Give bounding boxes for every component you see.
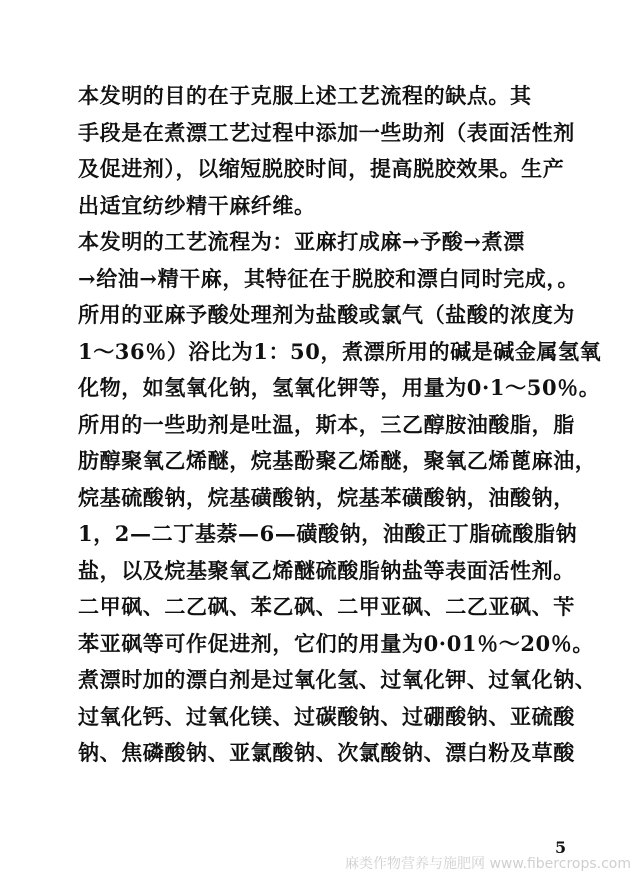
- text-line: 钠、焦磷酸钠、亚氯酸钠、次氯酸钠、漂白粉及草酸: [78, 740, 575, 765]
- text-line: 及促进剂），以缩短脱胶时间，提高脱胶效果。生产: [78, 156, 565, 181]
- text-line: 所用的亚麻予酸处理剂为盐酸或氯气（盐酸的浓度为: [78, 302, 575, 327]
- site-watermark: 麻类作物营养与施肥网 www.fibercrops.com: [345, 856, 631, 872]
- text-line: 化物，如氢氧化钠，氢氧化钾等，用量为0·1～50％。: [78, 375, 601, 400]
- text-line: 出适宜纺纱精干麻纤维。: [78, 192, 316, 218]
- text-line: 盐，以及烷基聚氧乙烯醚硫酸脂钠盐等表面活性剂。: [78, 557, 575, 583]
- text-line: 煮漂时加的漂白剂是过氧化氢、过氧化钾、过氧化钠、: [78, 667, 597, 692]
- body-text: [78, 78, 614, 772]
- text-line: 所用的一些助剂是吐温，斯本，三乙醇胺油酸脂，脂: [78, 411, 575, 437]
- text-line: 苯亚砜等可作促进剂，它们的用量为0·01％～20％。: [78, 630, 594, 656]
- text-line: 本发明的工艺流程为：亚麻打成麻→予酸→煮漂: [78, 229, 525, 254]
- text-line: 本发明的目的在于克服上述工艺流程的缺点。其: [78, 83, 532, 108]
- text-line: 肪醇聚氧乙烯醚，烷基酚聚乙烯醚，聚氧乙烯蓖麻油，: [78, 448, 597, 473]
- text-line: 1，2—二丁基萘—6—磺酸钠，油酸正丁脂硫酸脂钠: [78, 521, 578, 546]
- text-line: 1～36％）浴比为1：50，煮漂所用的碱是碱金属氢氧: [78, 338, 602, 364]
- text-line: 二甲砜、二乙砜、苯乙砜、二甲亚砜、二乙亚砜、苄: [78, 594, 575, 619]
- text-line: 烷基硫酸钠，烷基磺酸钠，烷基苯磺酸钠，油酸钠，: [78, 484, 575, 510]
- text-line: 过氧化钙、过氧化镁、过碳酸钠、过硼酸钠、亚硫酸: [78, 703, 575, 729]
- text-line: 手段是在煮漂工艺过程中添加一些助剂（表面活性剂: [78, 119, 575, 145]
- page-number: 5: [555, 838, 567, 857]
- text-line: →给油→精干麻，其特征在于脱胶和漂白同时完成，。: [78, 265, 580, 291]
